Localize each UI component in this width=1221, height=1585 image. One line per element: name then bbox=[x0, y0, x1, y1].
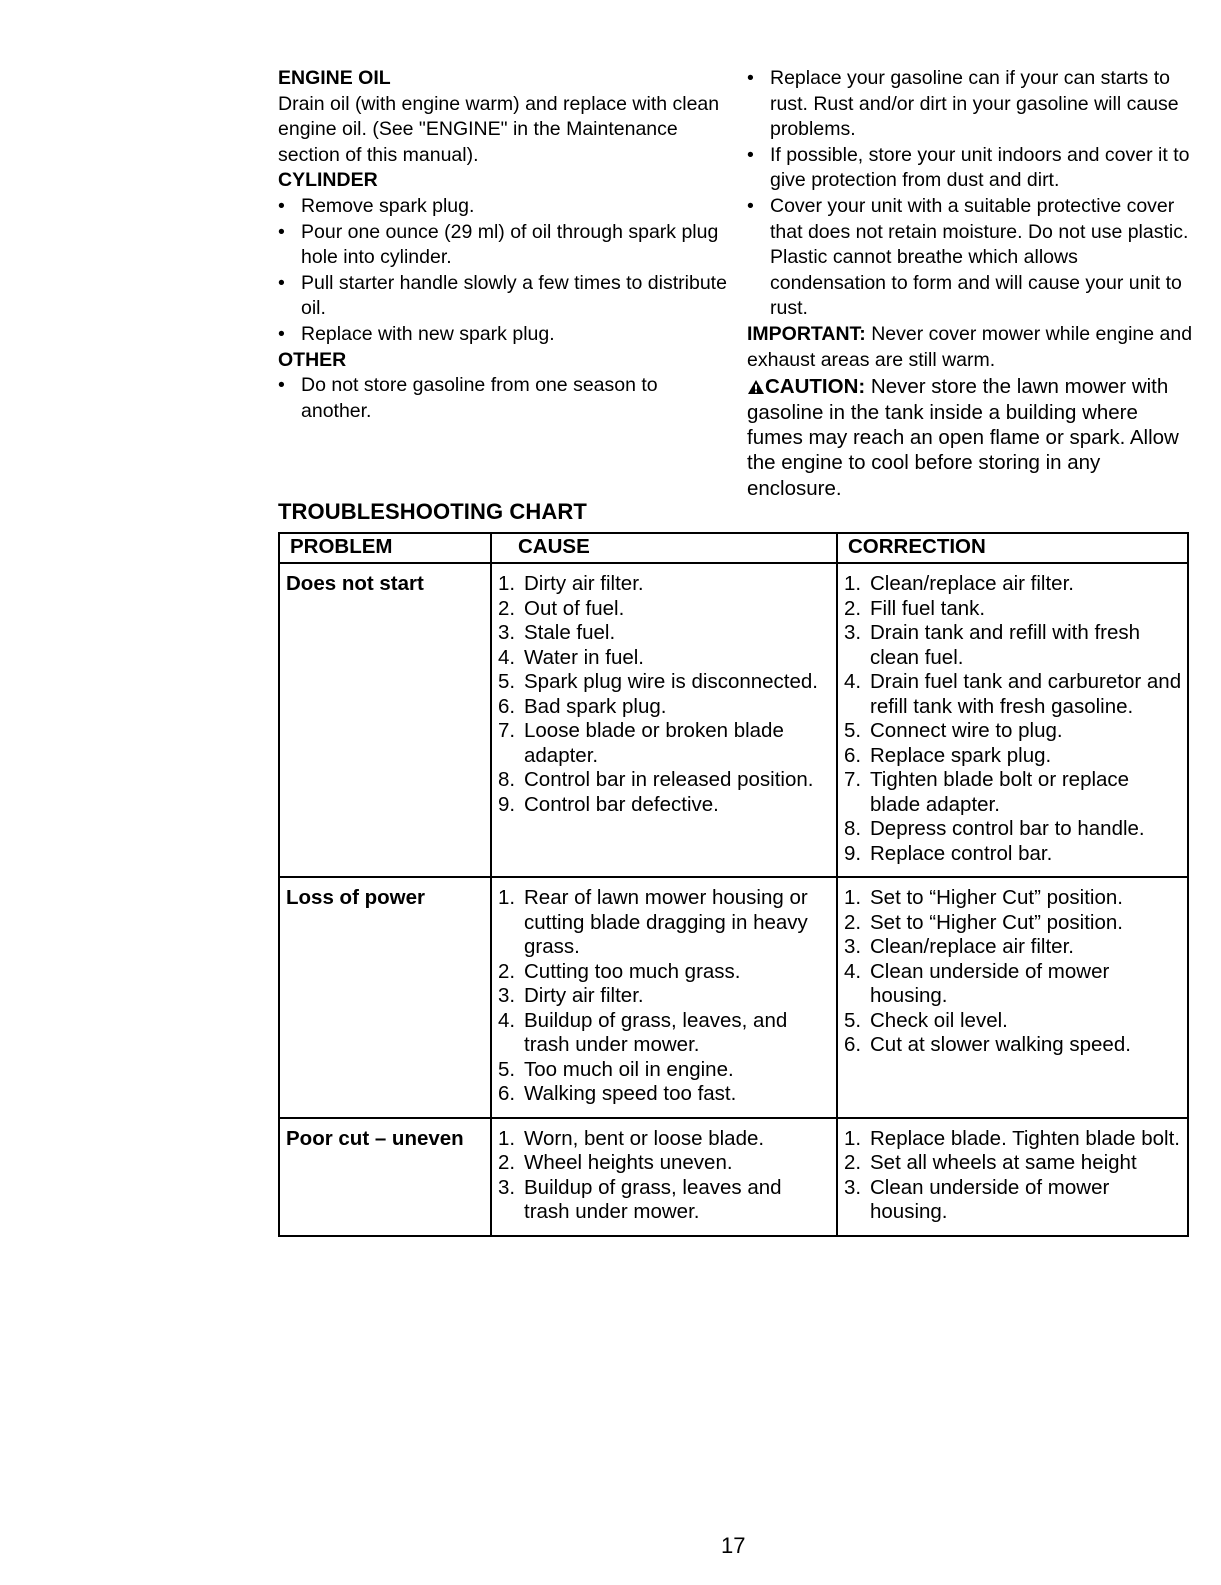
correction-list bbox=[844, 1127, 1183, 1225]
correction-header: CORRECTION bbox=[837, 533, 1188, 563]
cause: Buildup of grass, leaves and trash under mower. bbox=[524, 1175, 782, 1223]
item-number: 3. bbox=[844, 1175, 862, 1199]
item-number: 6. bbox=[844, 1033, 862, 1056]
cause-cell bbox=[491, 877, 837, 1118]
list-item: • Pour one ounce (29 ml) of oil through spark plug hole into cylinder. bbox=[278, 220, 728, 271]
item-number: 5. bbox=[498, 1057, 516, 1081]
item-number: 2. bbox=[498, 1151, 516, 1174]
item-number: 7. bbox=[844, 768, 862, 791]
item-number: 5. bbox=[498, 670, 516, 693]
list-item bbox=[844, 719, 1183, 744]
cylinder-list bbox=[278, 194, 728, 348]
cause-list bbox=[498, 886, 832, 1107]
important-label: IMPORTANT: bbox=[747, 322, 866, 345]
list-item bbox=[844, 621, 1183, 670]
list-item bbox=[498, 1009, 832, 1058]
correction: Drain fuel tank and carburetor and refill tank with fresh gasoline. bbox=[870, 670, 1182, 718]
item-number: 4. bbox=[844, 670, 862, 693]
item-number: 2. bbox=[844, 596, 862, 620]
list-item bbox=[498, 984, 832, 1009]
cause-list bbox=[498, 572, 832, 817]
other-heading: OTHER bbox=[278, 348, 347, 371]
correction-cell bbox=[837, 1118, 1188, 1236]
list-item bbox=[844, 1009, 1183, 1034]
item-number: 5. bbox=[844, 719, 862, 742]
list-item: • If possible, store your unit indoors and cover it to give protection from dust and dirt. bbox=[747, 143, 1197, 194]
item-number: 4. bbox=[844, 959, 862, 983]
correction: Clean/replace air filter. bbox=[870, 572, 1074, 595]
correction: Clean/replace air filter. bbox=[870, 935, 1074, 958]
correction: Set to “Higher Cut” position. bbox=[870, 910, 1123, 934]
storage-list bbox=[747, 66, 1197, 322]
cylinder-heading: CYLINDER bbox=[278, 169, 378, 192]
table-header-row bbox=[279, 533, 1188, 563]
cause: Dirty air filter. bbox=[524, 984, 644, 1007]
cause: Control bar in released position. bbox=[524, 768, 814, 791]
right-column bbox=[747, 66, 1197, 501]
table-row bbox=[279, 877, 1188, 1118]
item-number: 3. bbox=[498, 984, 516, 1007]
problem-header: PROBLEM bbox=[279, 533, 491, 563]
item-number: 2. bbox=[844, 1151, 862, 1174]
correction: Connect wire to plug. bbox=[870, 719, 1063, 742]
table-row bbox=[279, 1118, 1188, 1236]
item-number: 3. bbox=[844, 621, 862, 644]
item-number: 3. bbox=[844, 935, 862, 958]
engine-oil-text: Drain oil (with engine warm) and replace with clean engine oil. (See "ENGINE" in the Maintenance section of this manual). bbox=[278, 92, 720, 166]
cause: Cutting too much grass. bbox=[524, 959, 741, 983]
list-item bbox=[498, 695, 832, 720]
list-item bbox=[844, 1033, 1183, 1058]
item-number: 1. bbox=[844, 1126, 862, 1150]
list-item bbox=[844, 670, 1183, 719]
list-item bbox=[498, 719, 832, 768]
item-number: 8. bbox=[844, 817, 862, 840]
table-row bbox=[279, 563, 1188, 877]
list-item: • Replace your gasoline can if your can starts to rust. Rust and/or dirt in your gasoline will cause problems. bbox=[747, 66, 1197, 143]
caution-text: Never store the lawn mower with gasoline in the tank inside a building where fumes may reach an open flame or spark. Allow the engine to cool before storing in any enclosure. bbox=[747, 375, 1179, 500]
cause: Bad spark plug. bbox=[524, 694, 667, 718]
problem-cell: Does not start bbox=[279, 563, 491, 877]
page-number: 17 bbox=[721, 1533, 746, 1558]
problem-cell: Loss of power bbox=[279, 877, 491, 1118]
correction: Replace control bar. bbox=[870, 841, 1053, 865]
list-item bbox=[498, 646, 832, 671]
item-number: 4. bbox=[498, 645, 516, 669]
list-item bbox=[498, 1151, 832, 1176]
item-number: 1. bbox=[844, 572, 862, 595]
list-item bbox=[498, 960, 832, 985]
list-item bbox=[844, 744, 1183, 769]
cause: Buildup of grass, leaves, and trash under mower. bbox=[524, 1008, 788, 1056]
list-item bbox=[844, 911, 1183, 936]
list-item bbox=[498, 886, 832, 960]
list-item bbox=[844, 886, 1183, 911]
cause: Walking speed too fast. bbox=[524, 1082, 737, 1105]
list-item bbox=[844, 960, 1183, 1009]
other-list bbox=[278, 373, 728, 424]
item-number: 2. bbox=[498, 959, 516, 983]
correction: Drain tank and refill with fresh clean fuel. bbox=[870, 621, 1141, 669]
list-item bbox=[844, 1151, 1183, 1176]
list-item bbox=[844, 935, 1183, 960]
caution-label: CAUTION: bbox=[765, 375, 866, 399]
engine-oil-heading: ENGINE OIL bbox=[278, 67, 391, 89]
cause: Water in fuel. bbox=[524, 645, 645, 669]
item-number: 6. bbox=[844, 743, 862, 767]
correction: Fill fuel tank. bbox=[870, 596, 986, 620]
item-number: 9. bbox=[844, 841, 862, 865]
left-column bbox=[278, 66, 728, 424]
cause: Loose blade or broken blade adapter. bbox=[524, 719, 784, 767]
list-item: • Remove spark plug. bbox=[278, 194, 728, 220]
cause-header: CAUSE bbox=[491, 533, 837, 563]
cause: Out of fuel. bbox=[524, 596, 625, 620]
item-number: 7. bbox=[498, 719, 516, 742]
item-number: 1. bbox=[498, 886, 516, 909]
list-item bbox=[498, 572, 832, 597]
correction: Replace spark plug. bbox=[870, 743, 1052, 767]
list-item bbox=[498, 670, 832, 695]
warning-triangle-icon bbox=[747, 379, 765, 395]
item-number: 4. bbox=[498, 1008, 516, 1032]
list-item: • Do not store gasoline from one season to another. bbox=[278, 373, 728, 424]
cause-list bbox=[498, 1127, 832, 1225]
item-number: 2. bbox=[844, 910, 862, 934]
list-item bbox=[498, 1127, 832, 1152]
correction-cell bbox=[837, 877, 1188, 1118]
correction: Tighten blade bolt or replace blade adapter. bbox=[870, 768, 1130, 816]
cause: Stale fuel. bbox=[524, 621, 616, 644]
list-item: • Pull starter handle slowly a few times to distribute oil. bbox=[278, 271, 728, 322]
item-number: 5. bbox=[844, 1008, 862, 1032]
correction-list bbox=[844, 572, 1183, 866]
correction: Clean underside of mower housing. bbox=[870, 1175, 1110, 1223]
troubleshooting-title: TROUBLESHOOTING CHART bbox=[278, 499, 587, 524]
list-item bbox=[498, 597, 832, 622]
correction: Clean underside of mower housing. bbox=[870, 959, 1110, 1007]
list-item bbox=[844, 572, 1183, 597]
important-note bbox=[747, 322, 1197, 373]
item-number: 3. bbox=[498, 621, 516, 644]
cause: Dirty air filter. bbox=[524, 572, 644, 595]
list-item bbox=[844, 597, 1183, 622]
troubleshooting-table bbox=[278, 532, 1189, 1237]
list-item bbox=[498, 1082, 832, 1107]
correction: Depress control bar to handle. bbox=[870, 817, 1145, 840]
correction-list bbox=[844, 886, 1183, 1058]
cause: Wheel heights uneven. bbox=[524, 1151, 733, 1174]
correction: Set to “Higher Cut” position. bbox=[870, 886, 1123, 909]
important-text: Never cover mower while engine and exhaust areas are still warm. bbox=[747, 322, 1193, 371]
cause-cell bbox=[491, 563, 837, 877]
list-item bbox=[844, 1127, 1183, 1152]
cause-cell bbox=[491, 1118, 837, 1236]
correction: Check oil level. bbox=[870, 1008, 1008, 1032]
list-item bbox=[844, 842, 1183, 867]
list-item bbox=[844, 768, 1183, 817]
cause: Rear of lawn mower housing or cutting blade dragging in heavy grass. bbox=[524, 886, 808, 958]
item-number: 6. bbox=[498, 1082, 516, 1105]
correction: Replace blade. Tighten blade bolt. bbox=[870, 1126, 1181, 1150]
correction-cell bbox=[837, 563, 1188, 877]
list-item bbox=[844, 817, 1183, 842]
item-number: 1. bbox=[844, 886, 862, 909]
cause: Worn, bent or loose blade. bbox=[524, 1126, 765, 1150]
problem-cell: Poor cut – uneven bbox=[279, 1118, 491, 1236]
item-number: 8. bbox=[498, 768, 516, 791]
list-item bbox=[498, 621, 832, 646]
item-number: 1. bbox=[498, 1126, 516, 1150]
troubleshooting-body bbox=[279, 563, 1188, 1236]
item-number: 1. bbox=[498, 572, 516, 595]
list-item bbox=[498, 793, 832, 818]
list-item: • Cover your unit with a suitable protective cover that does not retain moisture. Do not use plastic. Plastic cannot breathe which allows condensation to form and will cause your unit to rust. bbox=[747, 194, 1197, 322]
correction: Set all wheels at same height bbox=[870, 1151, 1137, 1174]
cause: Spark plug wire is disconnected. bbox=[524, 670, 818, 693]
item-number: 3. bbox=[498, 1175, 516, 1199]
item-number: 6. bbox=[498, 694, 516, 718]
correction: Cut at slower walking speed. bbox=[870, 1033, 1131, 1056]
cause: Too much oil in engine. bbox=[524, 1057, 734, 1081]
list-item bbox=[498, 1176, 832, 1225]
list-item bbox=[498, 768, 832, 793]
list-item bbox=[844, 1176, 1183, 1225]
item-number: 9. bbox=[498, 792, 516, 816]
caution-note bbox=[747, 374, 1197, 501]
item-number: 2. bbox=[498, 596, 516, 620]
list-item: • Replace with new spark plug. bbox=[278, 322, 728, 348]
cause: Control bar defective. bbox=[524, 792, 719, 816]
list-item bbox=[498, 1058, 832, 1083]
